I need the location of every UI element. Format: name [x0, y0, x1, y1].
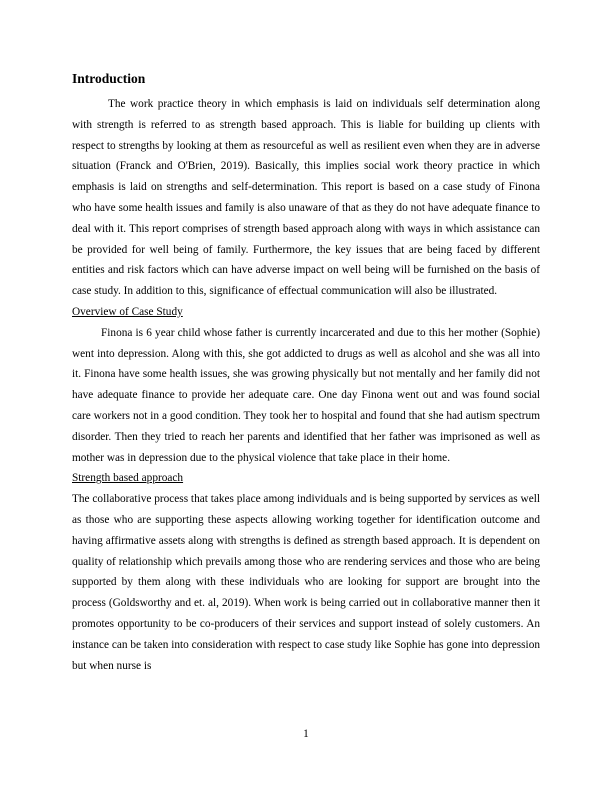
intro-paragraph: The work practice theory in which emphasis is laid on individuals self determination along with strength is referred to as strength based approach. This is liable for building up clients with respect to strengths by looking at them as resourceful as well as resilient even when they are in adverse situation (Franck and O'Brien, 2019). Basically, this implies social work theory practice in which emphasis is laid on strengths and self-determination. This report is based on a case study of Finona who have some health issues and family is also unaware of that as they do not have adequate finance to deal with it. This report comprises of strength based approach along with ways in which assistance can be provided for well being of family. Furthermore, the key issues that are being faced by different entities and risk factors which can have adverse impact on well being will be furnished on the basis of case study. In addition to this, significance of effectual communication will also be illustrated. [72, 98, 540, 298]
overview-paragraph: Finona is 6 year child whose father is currently incarcerated and due to this her mother (Sophie) went into depression. Along with this, she got addicted to drugs as well as alcohol and she was all into it. Finona have some health issues, she was growing physically but not mentally and her family did not have adequate finance to provide her adequate care. One day Finona went out and was found social care workers not in a good condition. They took her to hospital and found that she had autism spectrum disorder. Then they tried to reach her parents and identified that her father was imprisoned as well as mother was in depression due to the physical violence that take place in their home. [72, 326, 540, 464]
strength-paragraph: The collaborative process that takes place among individuals and is being supported by services as well as those who are supporting these aspects allowing working together for identification outcome and having affirmative assets along with strengths is defined as strength based approach. It is dependent on quality of relationship which prevails among those who are rendering services and those who are being supported by them along with these individuals who are looking for support are brought into the process (Goldsworthy and et. al, 2019). When work is being carried out in collaborative manner then it promotes opportunity to be co-producers of their services and support instead of solely customers. An instance can be taken into consideration with respect to case study like Sophie has gone into depression but when nurse is [72, 493, 540, 672]
subheading-strength-based-approach: Strength based approach [72, 472, 184, 485]
subheading-overview: Overview of Case Study [72, 305, 183, 318]
page-number: 1 [303, 728, 309, 740]
page-content [72, 70, 540, 676]
section-heading-introduction: Introduction [72, 71, 146, 86]
